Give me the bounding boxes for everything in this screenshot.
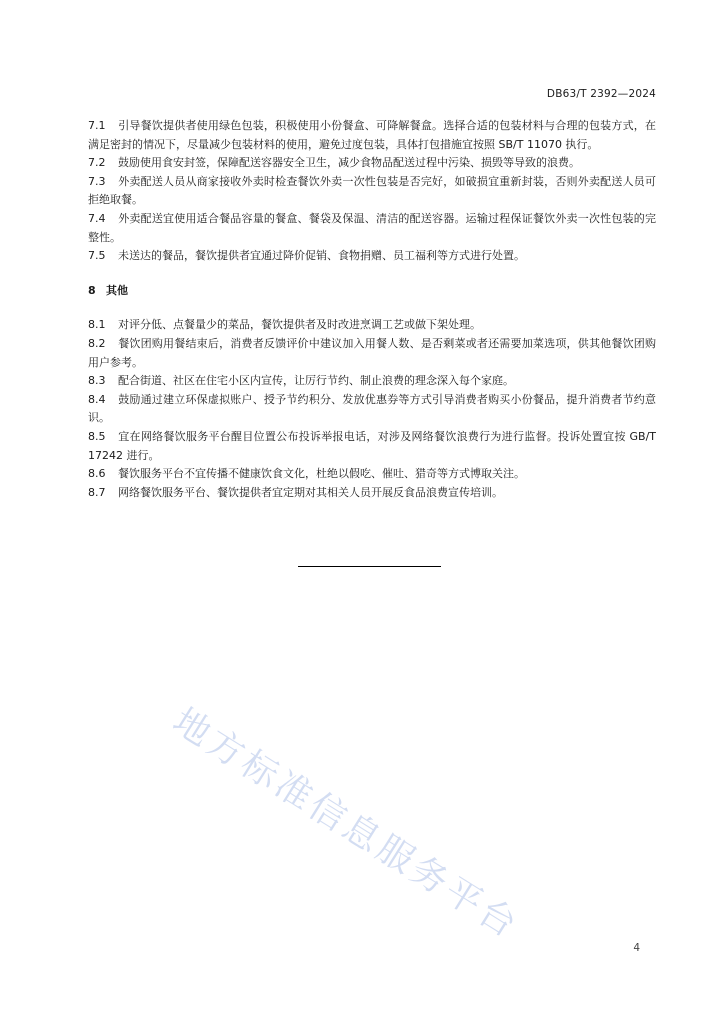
section-8-heading xyxy=(88,282,656,301)
clause-7-4 xyxy=(88,210,656,247)
document-body xyxy=(88,117,656,502)
clause-7-2 xyxy=(88,154,656,173)
clause-number: 8.4 xyxy=(88,392,106,406)
clause-7-3 xyxy=(88,173,656,210)
clause-8-5 xyxy=(88,428,656,465)
page-number: 4 xyxy=(633,942,640,954)
clause-8-4 xyxy=(88,391,656,428)
section-number: 8 xyxy=(88,283,96,297)
clause-text: 未送达的餐品，餐饮提供者宜通过降价促销、食物捐赠、员工福利等方式进行处置。 xyxy=(118,249,525,263)
clause-text: 餐饮团购用餐结束后，消费者反馈评价中建议加入用餐人数、是否剩菜或者还需要加菜选项，供其他餐饮团购用户参考。 xyxy=(88,336,656,369)
clause-number: 8.1 xyxy=(88,318,106,332)
clause-text: 配合街道、社区在住宅小区内宣传，让厉行节约、制止浪费的理念深入每个家庭。 xyxy=(118,374,514,388)
clause-number: 7.4 xyxy=(88,211,106,225)
clause-number: 8.7 xyxy=(88,485,106,499)
clause-text: 对评分低、点餐量少的菜品，餐饮提供者及时改进烹调工艺或做下架处理。 xyxy=(118,318,481,332)
clause-7-1 xyxy=(88,117,656,154)
clause-text: 引导餐饮提供者使用绿色包装，积极使用小份餐盒、可降解餐盒。选择合适的包装材料与合理的包装方式，在满足密封的情况下，尽量减少包装材料的使用，避免过度包装，具体打包措施宜按照 SB/T 11070 执行。 xyxy=(88,119,656,151)
clause-7-5 xyxy=(88,247,656,266)
clause-8-1 xyxy=(88,316,656,335)
clause-8-3 xyxy=(88,372,656,391)
clause-number: 7.2 xyxy=(88,156,106,170)
end-rule xyxy=(298,566,441,567)
clause-number: 8.2 xyxy=(88,336,106,350)
watermark: 地方标准信息服务平台 xyxy=(165,700,527,948)
section-title: 其他 xyxy=(106,283,128,297)
clause-text: 外卖配送宜使用适合餐品容量的餐盒、餐袋及保温、清洁的配送容器。运输过程保证餐饮外卖一次性包装的完整性。 xyxy=(88,211,656,244)
clause-number: 8.6 xyxy=(88,467,106,481)
clause-8-2 xyxy=(88,335,656,372)
clause-number: 7.1 xyxy=(88,119,106,132)
clause-number: 8.5 xyxy=(88,429,106,443)
clause-text: 鼓励使用食安封签，保障配送容器安全卫生，减少食物品配送过程中污染、损毁等导致的浪费。 xyxy=(118,156,580,170)
section-7 xyxy=(88,117,656,266)
section-8 xyxy=(88,316,656,502)
clause-text: 宜在网络餐饮服务平台醒目位置公布投诉举报电话，对涉及网络餐饮浪费行为进行监督。投诉处置宜按 GB/T 17242 进行。 xyxy=(88,429,656,462)
standard-code: DB63/T 2392—2024 xyxy=(546,88,656,100)
clause-number: 7.3 xyxy=(88,174,106,188)
clause-number: 8.3 xyxy=(88,374,106,388)
clause-text: 外卖配送人员从商家接收外卖时检查餐饮外卖一次性包装是否完好，如破损宜重新封装，否则外卖配送人员可拒绝取餐。 xyxy=(88,174,656,207)
clause-number: 7.5 xyxy=(88,249,106,263)
clause-8-7 xyxy=(88,484,656,503)
clause-text: 餐饮服务平台不宜传播不健康饮食文化，杜绝以假吃、催吐、猎奇等方式博取关注。 xyxy=(118,467,525,481)
clause-8-6 xyxy=(88,465,656,484)
clause-text: 鼓励通过建立环保虚拟账户、授予节约积分、发放优惠券等方式引导消费者购买小份餐品，提升消费者节约意识。 xyxy=(88,392,656,425)
clause-text: 网络餐饮服务平台、餐饮提供者宜定期对其相关人员开展反食品浪费宣传培训。 xyxy=(118,485,503,499)
